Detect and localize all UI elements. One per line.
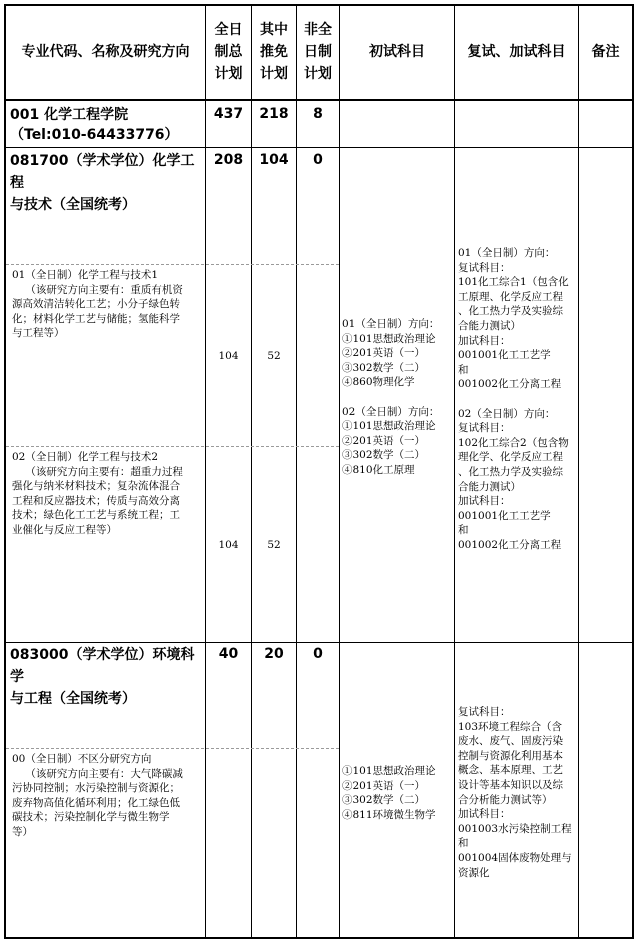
direction-description: 02（全日制）化学工程与技术2 （该研究方向主要有：超重力过程 强化与纳米材料技术；复杂流体混合 工程和反应器技术；传质与高效分离 技术；绿色化工工艺与系统工程；工 业催化与反应工程等） <box>12 451 183 536</box>
major-title: 083000（学术学位）环境科学 与工程（全国统考） <box>10 647 195 707</box>
college-fulltime-total: 437 <box>213 106 244 122</box>
col-divider <box>578 4 579 939</box>
direction-divider <box>6 264 339 265</box>
direction-fulltime-plan: 104 <box>218 539 239 551</box>
direction-fulltime-plan: 104 <box>218 350 239 362</box>
retest-subjects: 01（全日制）方向： 复试科目： 101化工综合1（包含化 工原理、化学反应工程 、化工热力学及实验综 合能力测试） 加试科目： 001001化工工艺学 和 001002化工分离工程 02（全日制）方向： 复试科目： 102化工综合2（包含物 理化学、化学反应工程 、化工热力学及实验综 合能力测试） 加试科目： 001001化工工艺学 和 001002化工分离工程 <box>458 247 569 551</box>
major-parttime: 0 <box>313 152 323 168</box>
major-exempt: 20 <box>264 646 284 662</box>
retest-subjects: 复试科目： 103环境工程综合（含 废水、废气、固废污染 控制与资源化利用基本 概念、基本原理、工艺 设计等基本知识以及综 合分析能力测试等） 加试科目： 001003水污染控制工程 和 001004固体废物处理与 资源化 <box>458 706 572 879</box>
row-divider <box>4 642 634 643</box>
header-exempt: 其中 推免 计划 <box>260 22 288 82</box>
header-parttime: 非全 日制 计划 <box>304 22 332 82</box>
initial-subjects: ①101思想政治理论 ②201英语（一） ③302数学（二） ④811环境微生物学 <box>342 765 436 821</box>
major-fulltime-total: 208 <box>213 152 244 168</box>
col-divider <box>339 4 340 939</box>
row-divider <box>4 147 634 148</box>
col-divider <box>251 4 252 939</box>
direction-exempt-plan: 52 <box>267 350 281 362</box>
college-name: 001 化学工程学院 <box>10 107 129 123</box>
major-parttime: 0 <box>313 646 323 662</box>
college-exempt: 218 <box>259 106 289 122</box>
major-exempt: 104 <box>259 152 289 168</box>
direction-description: 00（全日制）不区分研究方向 （该研究方向主要有：大气降碳减 污协同控制；水污染控制与资源化； 废弃物高值化循环利用；化工绿色低 碳技术；污染控制化学与微生物学 等） <box>12 753 183 838</box>
initial-subjects: 01（全日制）方向： ①101思想政治理论 ②201英语（一） ③302数学（二） ④860物理化学 02（全日制）方向： ①101思想政治理论 ②201英语（一） ③302数学（二） ④810化工原理 <box>342 318 440 476</box>
major-title: 081700（学术学位）化学工程 与技术（全国统考） <box>10 153 195 213</box>
header-initial-subjects: 初试科目 <box>369 44 425 60</box>
direction-divider <box>6 446 339 447</box>
table-border-top <box>4 4 634 6</box>
header-divider <box>4 99 634 101</box>
table-border-right <box>632 4 634 939</box>
direction-exempt-plan: 52 <box>267 539 281 551</box>
college-tel: （Tel:010-64433776） <box>10 127 179 143</box>
major-fulltime-total: 40 <box>218 646 239 662</box>
table-border-bottom <box>4 937 634 939</box>
col-divider <box>454 4 455 939</box>
col-divider <box>205 4 206 939</box>
college-parttime: 8 <box>313 106 323 122</box>
direction-description: 01（全日制）化学工程与技术1 （该研究方向主要有：重质有机资 源高效清洁转化工艺；小分子绿色转 化；材料化学工艺与储能；氢能科学 与工程等） <box>12 269 183 340</box>
col-divider <box>296 4 297 939</box>
table-border-left <box>4 4 6 939</box>
header-remark: 备注 <box>591 44 620 60</box>
header-major: 专业代码、名称及研究方向 <box>21 44 190 60</box>
header-fulltime-total: 全日 制总 计划 <box>214 22 243 82</box>
direction-divider <box>6 748 339 749</box>
header-retest-subjects: 复试、加试科目 <box>467 44 566 60</box>
